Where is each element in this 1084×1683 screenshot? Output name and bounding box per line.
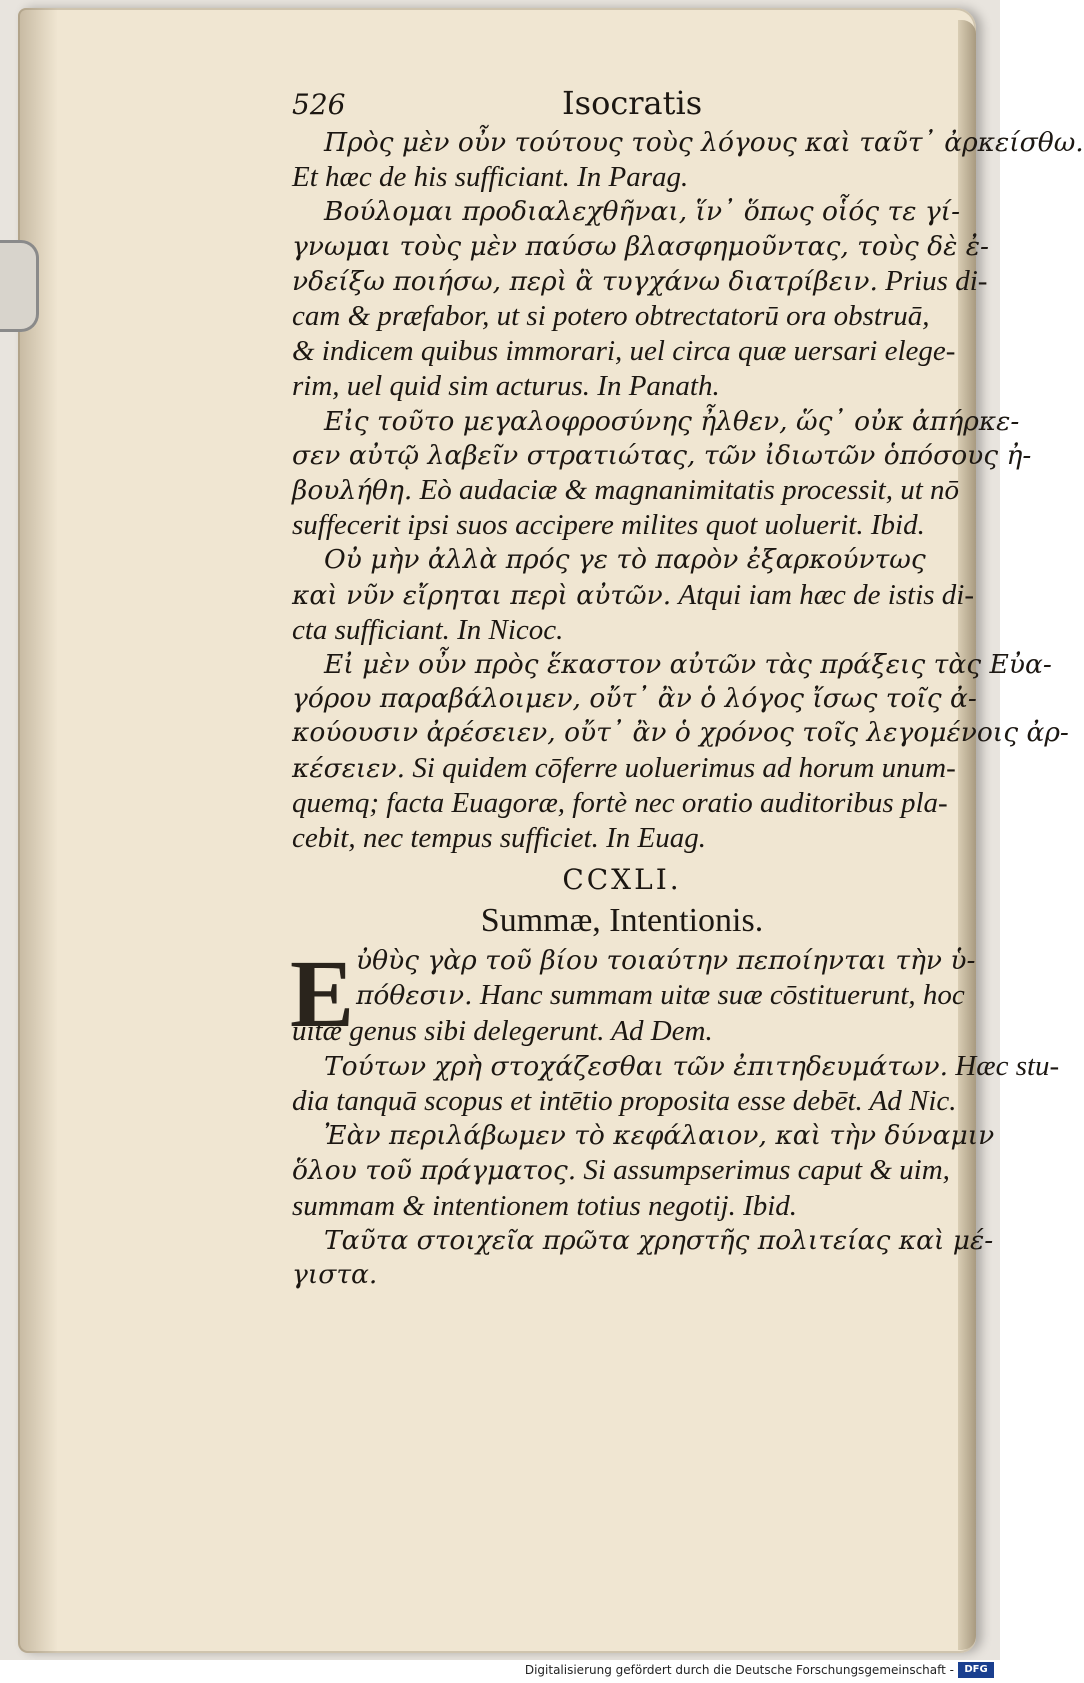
- text-line: [292, 944, 976, 978]
- text-line: [292, 786, 952, 821]
- running-head: Isocratis: [562, 84, 703, 122]
- latin-text: cta sufficiant. In Nicoc.: [292, 613, 564, 646]
- drop-cap: E: [290, 940, 355, 1048]
- latin-text: Hanc summam uitæ suæ cōstituerunt, hoc: [472, 979, 965, 1012]
- latin-text: Prius di-: [877, 264, 988, 297]
- text-line: [292, 264, 988, 299]
- text-line: [292, 473, 960, 508]
- latin-text: cam & præfabor, ut si potero obtrectatorū ora obstruā,: [292, 300, 930, 333]
- latin-text: Si assumpserimus caput & uim,: [576, 1154, 950, 1187]
- latin-text: & indicem quibus immorari, uel circa quæ uersari elege-: [292, 335, 956, 368]
- text-line: [292, 1049, 1060, 1084]
- greek-text: βουλήθη.: [292, 475, 413, 507]
- greek-text: σεν αὐτῷ λαβεῖν στρατιώτας, τῶν ἰδιωτῶν ὁπόσους ἠ-: [292, 439, 1032, 471]
- greek-text: γόρου παραβάλοιμεν, οὔτ᾽ ἂν ὁ λόγος ἴσως τοῖς ἀ-: [292, 683, 977, 715]
- section-body: [290, 940, 1060, 1292]
- text-line: [292, 508, 952, 543]
- text-line: [292, 230, 989, 264]
- greek-text: καὶ νῦν εἴρηται περὶ αὐτῶν.: [292, 579, 672, 611]
- text-line: [292, 821, 952, 856]
- text-line: [292, 648, 1052, 682]
- footer-credit: Digitalisierung gefördert durch die Deutsche Forschungsgemeinschaft -: [524, 1663, 954, 1677]
- text-line: [292, 1119, 995, 1153]
- greek-text: πόθεσιν.: [356, 980, 473, 1012]
- section-number: CCXLI.: [562, 863, 682, 897]
- greek-text: ὅλου τοῦ πράγματος.: [292, 1155, 577, 1187]
- text-line: [292, 1153, 952, 1188]
- greek-text: Οὐ μὴν ἀλλὰ πρός γε τὸ παρὸν ἐξαρκούντως: [324, 544, 926, 576]
- text-line: [292, 543, 952, 577]
- text-line: [292, 682, 977, 716]
- text-line: [292, 160, 952, 195]
- page-header: [292, 80, 952, 126]
- text-line: [292, 1189, 952, 1224]
- text-line: [292, 439, 1032, 473]
- latin-text: Eò audaciæ & magnanimitatis processit, ut nō: [412, 474, 960, 507]
- text-line: [292, 334, 956, 369]
- text-line: [292, 716, 1069, 750]
- latin-text: dia tanquā scopus et intētio proposita esse debēt. Ad Nic.: [292, 1085, 957, 1118]
- text-line: [292, 369, 952, 404]
- text-block-2: [290, 940, 1060, 1292]
- greek-text: Ταῦτα στοιχεῖα πρῶτα χρηστῆς πολιτείας καὶ μέ-: [324, 1224, 994, 1256]
- greek-text: Τούτων χρὴ στοχάζεσθαι τῶν ἐπιτηδευμάτων.: [324, 1050, 949, 1082]
- page-number: 526: [292, 88, 346, 121]
- latin-text: uitæ genus sibi delegerunt. Ad Dem.: [292, 1014, 713, 1047]
- latin-text: Hæc stu-: [948, 1049, 1060, 1082]
- greek-text: κέσειεν.: [292, 752, 406, 784]
- latin-text: rim, uel quid sim acturus. In Panath.: [292, 370, 720, 403]
- page-tab-marker: [0, 240, 39, 332]
- text-line: [292, 1258, 952, 1292]
- footer-bar: [0, 1660, 1000, 1683]
- greek-text: Εἰ μὲν οὖν πρὸς ἕκαστον αὐτῶν τὰς πράξεις τὰς Εὐα-: [324, 649, 1052, 681]
- latin-text: Atqui iam hæc de istis di-: [671, 578, 974, 611]
- greek-text: γνωμαι τοὺς μὲν παύσω βλασφημοῦντας, τοὺς δὲ ἐ-: [292, 230, 989, 262]
- dfg-logo: DFG: [958, 1662, 994, 1678]
- latin-text: cebit, nec tempus sufficiet. In Euag.: [292, 822, 706, 855]
- text-line: [292, 1224, 994, 1258]
- greek-text: γιστα.: [292, 1259, 378, 1291]
- page-text: [290, 80, 1084, 1292]
- text-line: [292, 405, 1020, 439]
- greek-text: Πρὸς μὲν οὖν τούτους τοὺς λόγους καὶ ταῦτ᾽ ἀρκείσθω.: [324, 127, 1084, 158]
- text-line: [292, 299, 952, 334]
- latin-text: Si quidem cōferre uoluerimus ad horum unum-: [405, 751, 956, 784]
- text-line: [292, 978, 965, 1013]
- greek-text: κούουσιν ἀρέσειεν, οὔτ᾽ ἂν ὁ χρόνος τοῖς λεγομένοις ἀρ-: [292, 717, 1069, 749]
- text-line: [292, 126, 1084, 160]
- text-line: [292, 1084, 957, 1119]
- latin-text: quemq; facta Euagoræ, fortè nec oratio auditoribus pla-: [292, 786, 948, 819]
- greek-text: ὐθὺς γὰρ τοῦ βίου τοιαύτην πεποίηνται τὴν ὑ-: [356, 945, 976, 977]
- greek-text: Ἐὰν περιλάβωμεν τὸ κεφάλαιον, καὶ τὴν δύναμιν: [324, 1120, 995, 1152]
- text-line: [292, 195, 961, 229]
- latin-text: suffecerit ipsi suos accipere milites quot uoluerit. Ibid.: [292, 509, 925, 542]
- greek-text: Βούλομαι προδιαλεχθῆναι, ἵν᾽ ὅπως οἷός τε γί-: [324, 196, 961, 228]
- latin-text: summam & intentionem totius negotij. Ibid.: [292, 1189, 798, 1222]
- text-line: [292, 613, 952, 648]
- section-title: Summæ, Intentionis.: [480, 902, 764, 940]
- text-line: [292, 751, 956, 786]
- greek-text: Εἰς τοῦτο μεγαλοφροσύνης ἦλθεν, ὥς᾽ οὐκ ἀπήρκε-: [324, 405, 1020, 437]
- latin-text: Et hæc de his sufficiant. In Parag.: [292, 161, 689, 194]
- greek-text: νδείξω ποιήσω, περὶ ἃ τυγχάνω διατρίβειν.: [292, 265, 878, 297]
- text-line: [292, 1014, 952, 1049]
- text-block-1: [292, 126, 1084, 856]
- text-line: [292, 578, 974, 613]
